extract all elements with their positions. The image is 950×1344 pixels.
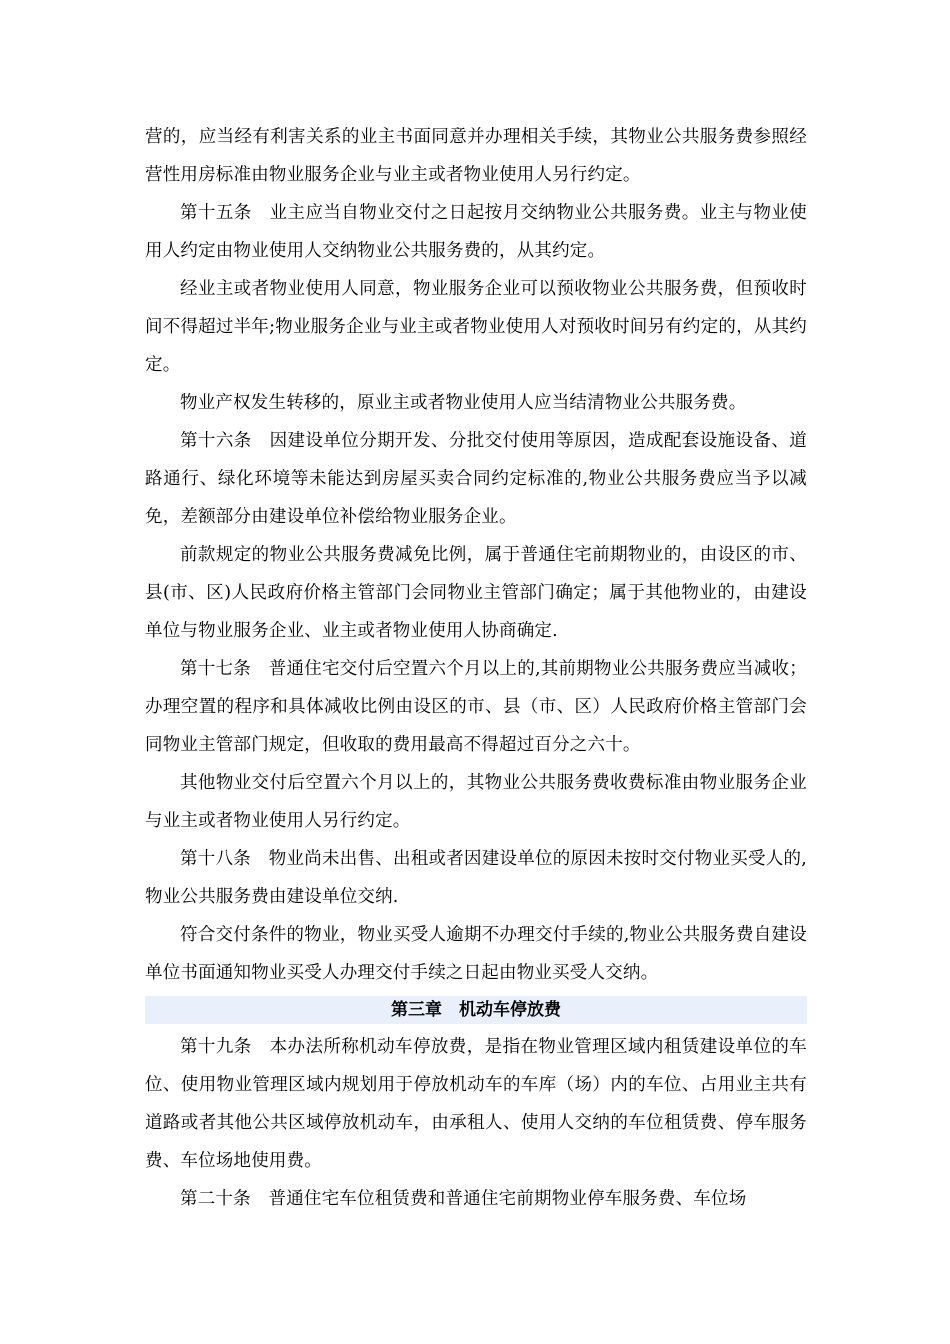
property-transfer-paragraph: 物业产权发生转移的，原业主或者物业使用人应当结清物业公共服务费。: [180, 393, 747, 413]
article-18-paragraph: 第十八条 物业尚未出售、出租或者因建设单位的原因未按时交付物业买受人的,物业公共服务费由建设单位交纳.: [145, 849, 807, 907]
paragraph-continuation: 营的，应当经有利害关系的业主书面同意并办理相关手续，其物业公共服务费参照经营性用房标准由物业服务企业与业主或者物业使用人另行约定。: [145, 127, 807, 185]
document-page: [145, 118, 807, 1218]
chapter-heading: 第三章 机动车停放费: [145, 996, 807, 1024]
reduction-ratio-paragraph: 前款规定的物业公共服务费减免比例，属于普通住宅前期物业的，由设区的市、县(市、区)人民政府价格主管部门会同物业主管部门确定；属于其他物业的，由建设单位与物业服务企业、业主或者物业使用人协商确定.: [145, 545, 807, 641]
article-15-paragraph: 第十五条 业主应当自物业交付之日起按月交纳物业公共服务费。业主与物业使用人约定由物业使用人交纳物业公共服务费的，从其约定。: [145, 203, 807, 261]
overdue-delivery-paragraph: 符合交付条件的物业，物业买受人逾期不办理交付手续的,物业公共服务费自建设单位书面通知物业买受人办理交付手续之日起由物业买受人交纳。: [145, 925, 807, 983]
article-19-paragraph: 第十九条 本办法所称机动车停放费，是指在物业管理区域内租赁建设单位的车位、使用物业管理区域内规划用于停放机动车的车库（场）内的车位、占用业主共有道路或者其他公共区域停放机动车，由承租人、使用人交纳的车位租赁费、停车服务费、车位场地使用费。: [145, 1037, 807, 1171]
prepayment-paragraph: 经业主或者物业使用人同意，物业服务企业可以预收物业公共服务费，但预收时间不得超过半年;物业服务企业与业主或者物业使用人对预收时间另有约定的，从其约定。: [145, 279, 807, 375]
article-20-paragraph: 第二十条 普通住宅车位租赁费和普通住宅前期物业停车服务费、车位场: [180, 1189, 747, 1209]
article-17-paragraph: 第十七条 普通住宅交付后空置六个月以上的,其前期物业公共服务费应当减收；办理空置的程序和具体减收比例由设区的市、县（市、区）人民政府价格主管部门会同物业主管部门规定，但收取的费用最高不得超过百分之六十。: [145, 659, 807, 755]
vacant-property-paragraph: 其他物业交付后空置六个月以上的，其物业公共服务费收费标准由物业服务企业与业主或者物业使用人另行约定。: [145, 773, 807, 831]
article-16-paragraph: 第十六条 因建设单位分期开发、分批交付使用等原因，造成配套设施设备、道路通行、绿化环境等未能达到房屋买卖合同约定标准的,物业公共服务费应当予以减免，差额部分由建设单位补偿给物业服务企业。: [145, 431, 807, 527]
